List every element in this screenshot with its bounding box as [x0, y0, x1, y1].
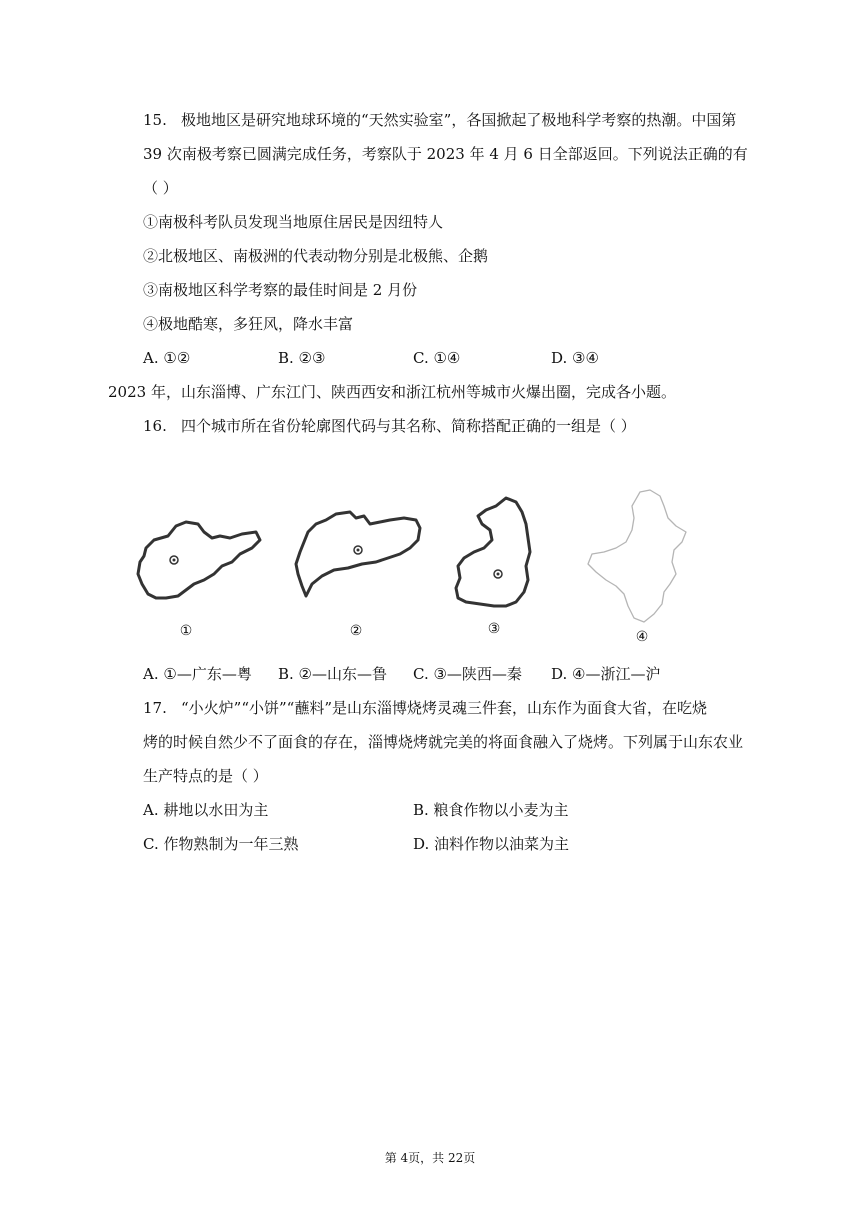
- page-footer: 第 4页，共 22页: [384, 1151, 476, 1165]
- q15-stem-line2: 39 次南极考察已圆满完成任务，考察队于 2023 年 4 月 6 日全部返回。下列说法正确的有: [143, 145, 748, 163]
- province-shape-2: [292, 506, 424, 602]
- q15-option-a: A. ①②: [143, 349, 191, 367]
- q17-option-c: C. 作物熟制为一年三熟: [143, 835, 299, 853]
- q16-stem: [143, 416, 636, 436]
- shape-label-4: ④: [635, 629, 649, 645]
- shape-label-2: ②: [349, 623, 363, 639]
- province-outline-1: [134, 518, 266, 602]
- q16-option-d: D. ④—浙江—沪: [551, 665, 661, 683]
- province-outline-3: [450, 494, 536, 612]
- province-shape-3: [450, 494, 536, 612]
- q15-answer-blank: （ ）: [143, 179, 178, 197]
- q15-number: 15.: [143, 111, 167, 129]
- q15-option-c: C. ①④: [413, 349, 461, 367]
- shape-label-3: ③: [487, 621, 501, 637]
- q16-number: 16.: [143, 417, 167, 435]
- q15-stem-line1: [143, 110, 736, 130]
- q17-option-b: B. 粮食作物以小麦为主: [413, 801, 569, 819]
- q17-stem-text1: “小火炉”“小饼”“蘸料”是山东淄博烧烤灵魂三件套，山东作为面食大省，在吃烧: [181, 699, 708, 717]
- q16-option-c: C. ③—陕西—秦: [413, 665, 522, 683]
- q16-option-a: A. ①—广东—粤: [143, 665, 252, 683]
- q15-option-b: B. ②③: [278, 349, 326, 367]
- q15-option-d: D. ③④: [551, 349, 599, 367]
- q17-option-d: D. 油料作物以油菜为主: [413, 835, 570, 853]
- province-shape-4: [584, 488, 696, 628]
- q16-stem-text: 四个城市所在省份轮廓图代码与其名称、简称搭配正确的一组是（ ）: [181, 417, 636, 435]
- q17-stem-line1: [143, 698, 707, 718]
- q17-stem-line2: 烤的时候自然少不了面食的存在，淄博烧烤就完美的将面食融入了烧烤。下列属于山东农业: [143, 733, 744, 751]
- q17-stem-line3: 生产特点的是（ ）: [143, 767, 268, 785]
- province-outline-2: [292, 506, 424, 602]
- q15-statement-4: ④极地酷寒，多狂风，降水丰富: [143, 315, 354, 333]
- q17-number: 17.: [143, 699, 167, 717]
- q15-statement-2: ②北极地区、南极洲的代表动物分别是北极熊、企鹅: [143, 247, 489, 265]
- province-shape-1: [134, 518, 266, 602]
- q15-statement-3: ③南极地区科学考察的最佳时间是 2 月份: [143, 281, 418, 299]
- shape-label-1: ①: [179, 623, 193, 639]
- q16-option-b: B. ②—山东—鲁: [278, 665, 388, 683]
- q17-option-a: A. 耕地以水田为主: [143, 801, 269, 819]
- q15-stem-text1: 极地地区是研究地球环境的“天然实验室”，各国掀起了极地科学考察的热潮。中国第: [181, 111, 737, 129]
- q15-statement-1: ①南极科考队员发现当地原住居民是因纽特人: [143, 213, 444, 231]
- passage-text: 2023 年，山东淄博、广东江门、陕西西安和浙江杭州等城市火爆出圈，完成各小题。: [108, 383, 676, 401]
- province-outline-4: [584, 488, 696, 628]
